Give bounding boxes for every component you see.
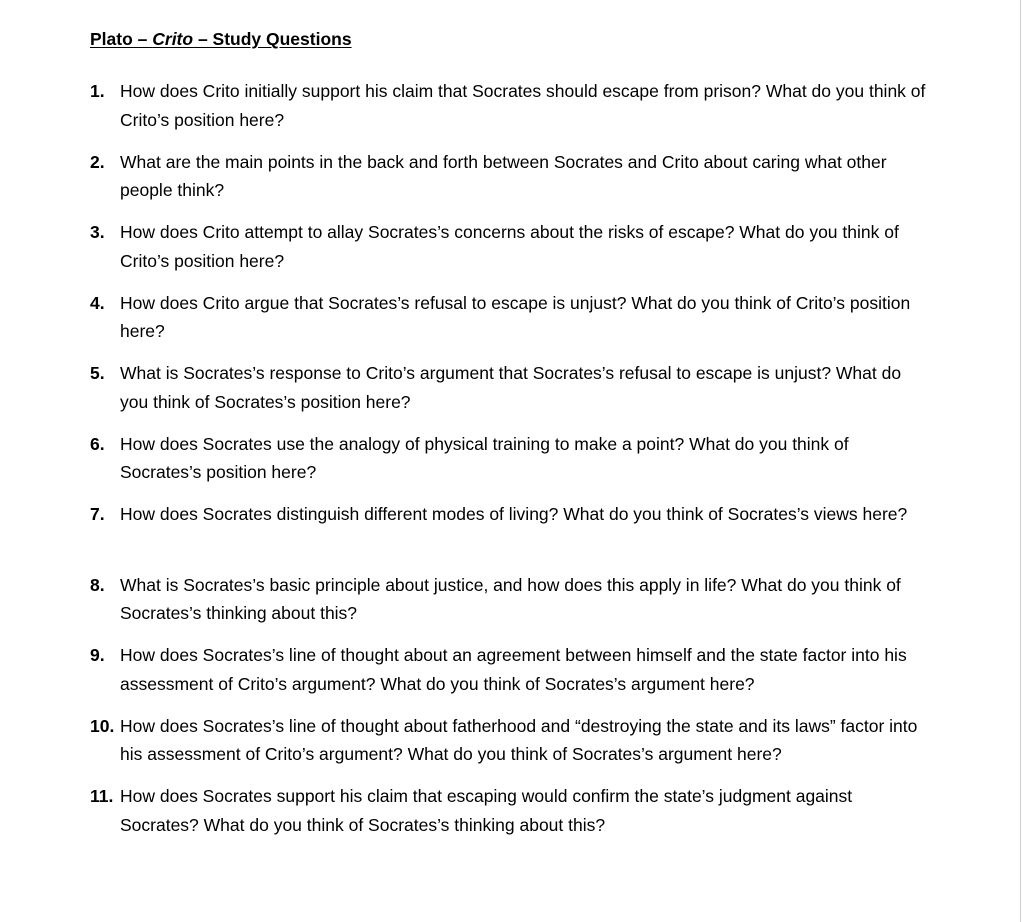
- title-prefix: Plato –: [90, 29, 153, 49]
- question-number: 9.: [90, 645, 105, 665]
- question-number: 3.: [90, 222, 105, 242]
- question-item: [90, 289, 930, 346]
- question-item: [90, 77, 930, 134]
- question-text: How does Socrates’s line of thought about fatherhood and “destroying the state and its laws” factor into his assessment of Crito’s argument? What do you think of Socrates’s argument here?: [120, 715, 918, 764]
- question-item: [90, 571, 930, 628]
- question-item: [90, 500, 930, 557]
- question-text: How does Socrates’s line of thought about an agreement between himself and the state factor into his assessment of Crito’s argument? What do you think of Socrates’s argument here?: [120, 645, 907, 694]
- title-suffix: – Study Questions: [193, 29, 352, 49]
- question-text: How does Crito initially support his claim that Socrates should escape from prison? What do you think of Crito’s position here?: [120, 81, 926, 130]
- question-number: 10.: [90, 715, 115, 736]
- page-edge-divider: [1020, 0, 1021, 922]
- title-work-name: Crito: [152, 29, 194, 49]
- question-text: What are the main points in the back and forth between Socrates and Crito about caring what other people think?: [120, 151, 887, 200]
- question-number: 2.: [90, 151, 105, 172]
- question-item: [90, 218, 930, 275]
- question-number: 6.: [90, 433, 105, 454]
- question-text: What is Socrates’s basic principle about justice, and how does this apply in life? What do you think of Socrates’s thinking about this?: [120, 574, 901, 623]
- question-text: What is Socrates’s response to Crito’s argument that Socrates’s refusal to escape is unjust? What do you think of Socrates’s position here?: [120, 363, 902, 412]
- question-number: 7.: [90, 504, 105, 524]
- question-number: 4.: [90, 292, 105, 313]
- question-item: [90, 641, 930, 698]
- question-text: How does Crito attempt to allay Socrates’s concerns about the risks of escape? What do you think of Crito’s position here?: [120, 222, 899, 271]
- question-item: [90, 430, 930, 487]
- question-text: How does Socrates support his claim that escaping would confirm the state’s judgment against Socrates? What do you think of Socrates’s thinking about this?: [120, 786, 853, 835]
- question-item: [90, 712, 930, 769]
- page-title: [90, 29, 352, 50]
- question-number: 1.: [90, 81, 105, 101]
- question-item: [90, 782, 930, 839]
- question-text: How does Socrates distinguish different modes of living? What do you think of Socrates’s views here?: [120, 504, 908, 524]
- question-item: [90, 148, 930, 205]
- question-number: 11.: [90, 786, 114, 806]
- question-number: 8.: [90, 574, 105, 595]
- question-text: How does Socrates use the analogy of physical training to make a point? What do you think of Socrates’s position here?: [120, 433, 849, 482]
- question-text: How does Crito argue that Socrates’s refusal to escape is unjust? What do you think of Crito’s position here?: [120, 292, 911, 341]
- question-list: [90, 77, 930, 853]
- question-number: 5.: [90, 363, 105, 383]
- question-item: [90, 359, 930, 416]
